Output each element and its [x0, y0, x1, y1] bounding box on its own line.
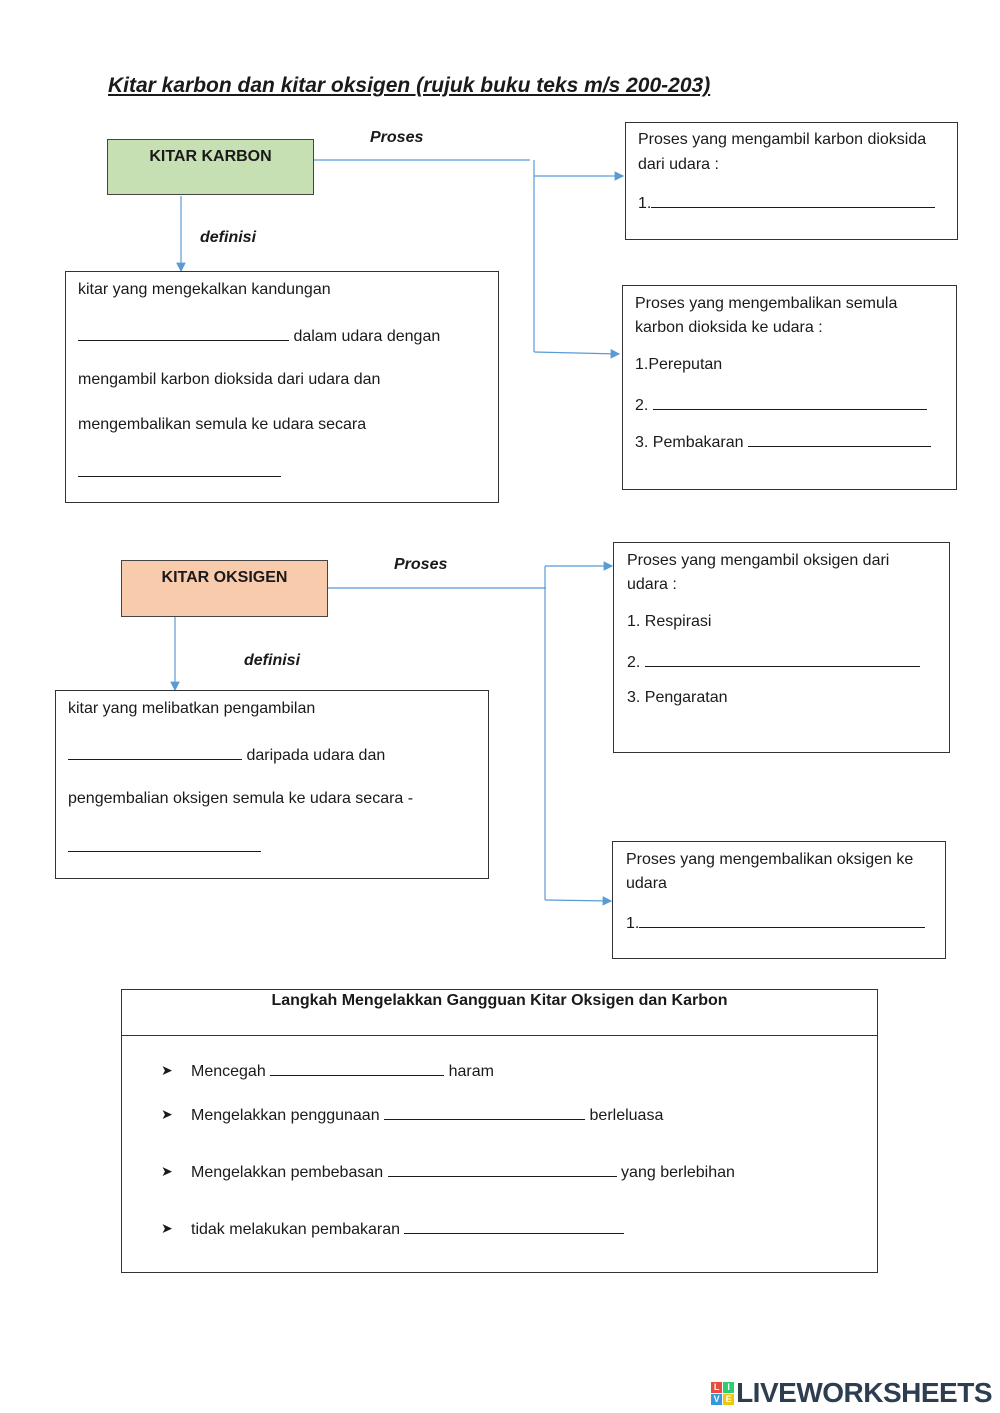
- worksheet-title: Kitar karbon dan kitar oksigen (rujuk buku teks m/s 200-203): [108, 74, 711, 97]
- step-item-1-blank[interactable]: [270, 1061, 444, 1076]
- step-item-3-after: yang berlebihan: [621, 1164, 735, 1181]
- step-item-4-blank[interactable]: [404, 1219, 624, 1234]
- arrowhead-bullet-icon: ➤: [161, 1106, 173, 1122]
- oksigen-def-line-2-text: daripada udara dan: [246, 747, 386, 764]
- oksigen-return-box: [612, 841, 946, 959]
- karbon-definisi-label: definisi: [200, 229, 257, 246]
- logo-text: LIVEWORKSHEETS: [736, 1377, 992, 1408]
- step-item-2: [191, 1105, 663, 1125]
- liveworksheets-logo-icon: [711, 1382, 734, 1405]
- karbon-return-item-2-num: 2.: [635, 397, 649, 414]
- oksigen-return-heading-1: Proses yang mengembalikan oksigen ke: [626, 851, 914, 868]
- arrowhead-bullet-icon: ➤: [161, 1062, 173, 1078]
- logo-letter-i: I: [723, 1382, 734, 1393]
- oksigen-definisi-label: definisi: [244, 652, 301, 669]
- karbon-return-blank-3[interactable]: [748, 432, 931, 447]
- karbon-return-blank-2[interactable]: [653, 395, 927, 410]
- oksigen-take-heading-1: Proses yang mengambil oksigen dari: [627, 552, 890, 569]
- karbon-definition-box: [65, 271, 499, 503]
- oksigen-def-line-3: pengembalian oksigen semula ke udara secara -: [68, 790, 414, 807]
- oksigen-take-item-2-num: 2.: [627, 654, 641, 671]
- oksigen-take-box: [613, 542, 950, 753]
- steps-heading-text: Langkah Mengelakkan Gangguan Kitar Oksigen dan Karbon: [271, 992, 728, 1009]
- karbon-take-box: [625, 122, 958, 240]
- oksigen-def-line-4: [68, 837, 261, 857]
- step-item-2-before: Mengelakkan penggunaan: [191, 1107, 380, 1124]
- oksigen-proses-label: Proses: [394, 556, 448, 573]
- karbon-return-item-2: [635, 395, 927, 415]
- karbon-return-box: [622, 285, 957, 490]
- karbon-take-blank-1[interactable]: [651, 193, 935, 208]
- oksigen-def-line-2: [68, 745, 385, 765]
- karbon-proses-label: Proses: [370, 129, 424, 146]
- oksigen-return-heading-2: udara: [626, 875, 667, 892]
- karbon-def-blank-1[interactable]: [78, 326, 289, 341]
- kitar-karbon-label: KITAR KARBON: [149, 148, 272, 165]
- kitar-oksigen-label: KITAR OKSIGEN: [161, 569, 288, 586]
- kitar-oksigen-box: [121, 560, 328, 617]
- logo-letter-v: V: [711, 1394, 722, 1405]
- karbon-def-line-1: kitar yang mengekalkan kandungan: [78, 281, 331, 298]
- logo-letter-e: E: [723, 1394, 734, 1405]
- oksigen-take-item-2: [627, 652, 920, 672]
- karbon-def-line-3: mengambil karbon dioksida dari udara dan: [78, 371, 381, 388]
- karbon-return-item-3: [635, 432, 931, 452]
- karbon-take-item-1: [638, 193, 935, 213]
- oksigen-def-blank-1[interactable]: [68, 745, 242, 760]
- oksigen-return-item-1-num: 1.: [626, 915, 640, 932]
- karbon-def-line-4: mengembalikan semula ke udara secara: [78, 416, 367, 433]
- oksigen-return-blank-1[interactable]: [639, 913, 925, 928]
- oksigen-return-arrow: [545, 900, 611, 901]
- logo-letter-l: L: [711, 1382, 722, 1393]
- oksigen-def-blank-2[interactable]: [68, 837, 261, 852]
- oksigen-definition-box: [55, 690, 489, 879]
- step-item-4-before: tidak melakukan pembakaran: [191, 1221, 401, 1238]
- steps-box: [121, 989, 878, 1273]
- step-item-1-after: haram: [448, 1063, 494, 1080]
- step-item-1-before: Mencegah: [191, 1063, 266, 1080]
- liveworksheets-logo: [711, 1376, 992, 1410]
- kitar-karbon-box: [107, 139, 314, 195]
- karbon-def-line-5: [78, 462, 281, 482]
- karbon-def-blank-2[interactable]: [78, 462, 281, 477]
- karbon-take-heading-1: Proses yang mengambil karbon dioksida: [638, 131, 927, 148]
- oksigen-take-item-3: 3. Pengaratan: [627, 689, 728, 706]
- step-item-1: [191, 1061, 494, 1081]
- oksigen-def-line-1: kitar yang melibatkan pengambilan: [68, 700, 316, 717]
- arrowhead-bullet-icon: ➤: [161, 1220, 173, 1236]
- oksigen-take-heading-2: udara :: [627, 576, 677, 593]
- step-item-3-before: Mengelakkan pembebasan: [191, 1164, 384, 1181]
- karbon-return-item-1: 1.Pereputan: [635, 356, 723, 373]
- karbon-return-item-3-text: 3. Pembakaran: [635, 434, 744, 451]
- steps-heading: [122, 990, 877, 1036]
- karbon-return-arrow: [534, 352, 619, 354]
- step-item-3-blank[interactable]: [388, 1162, 617, 1177]
- step-item-4: [191, 1219, 624, 1239]
- karbon-take-heading-2: dari udara :: [638, 156, 719, 173]
- oksigen-take-item-1: 1. Respirasi: [627, 613, 712, 630]
- karbon-take-item-1-num: 1.: [638, 195, 652, 212]
- step-item-3: [191, 1162, 735, 1182]
- karbon-def-line-2-text: dalam udara dengan: [293, 328, 441, 345]
- step-item-2-after: berleluasa: [589, 1107, 664, 1124]
- karbon-return-heading-2: karbon dioksida ke udara :: [635, 319, 823, 336]
- oksigen-take-blank-2[interactable]: [645, 652, 920, 667]
- karbon-return-heading-1: Proses yang mengembalikan semula: [635, 295, 898, 312]
- step-item-2-blank[interactable]: [384, 1105, 585, 1120]
- karbon-def-line-2: [78, 326, 440, 346]
- oksigen-return-item-1: [626, 913, 925, 933]
- arrowhead-bullet-icon: ➤: [161, 1163, 173, 1179]
